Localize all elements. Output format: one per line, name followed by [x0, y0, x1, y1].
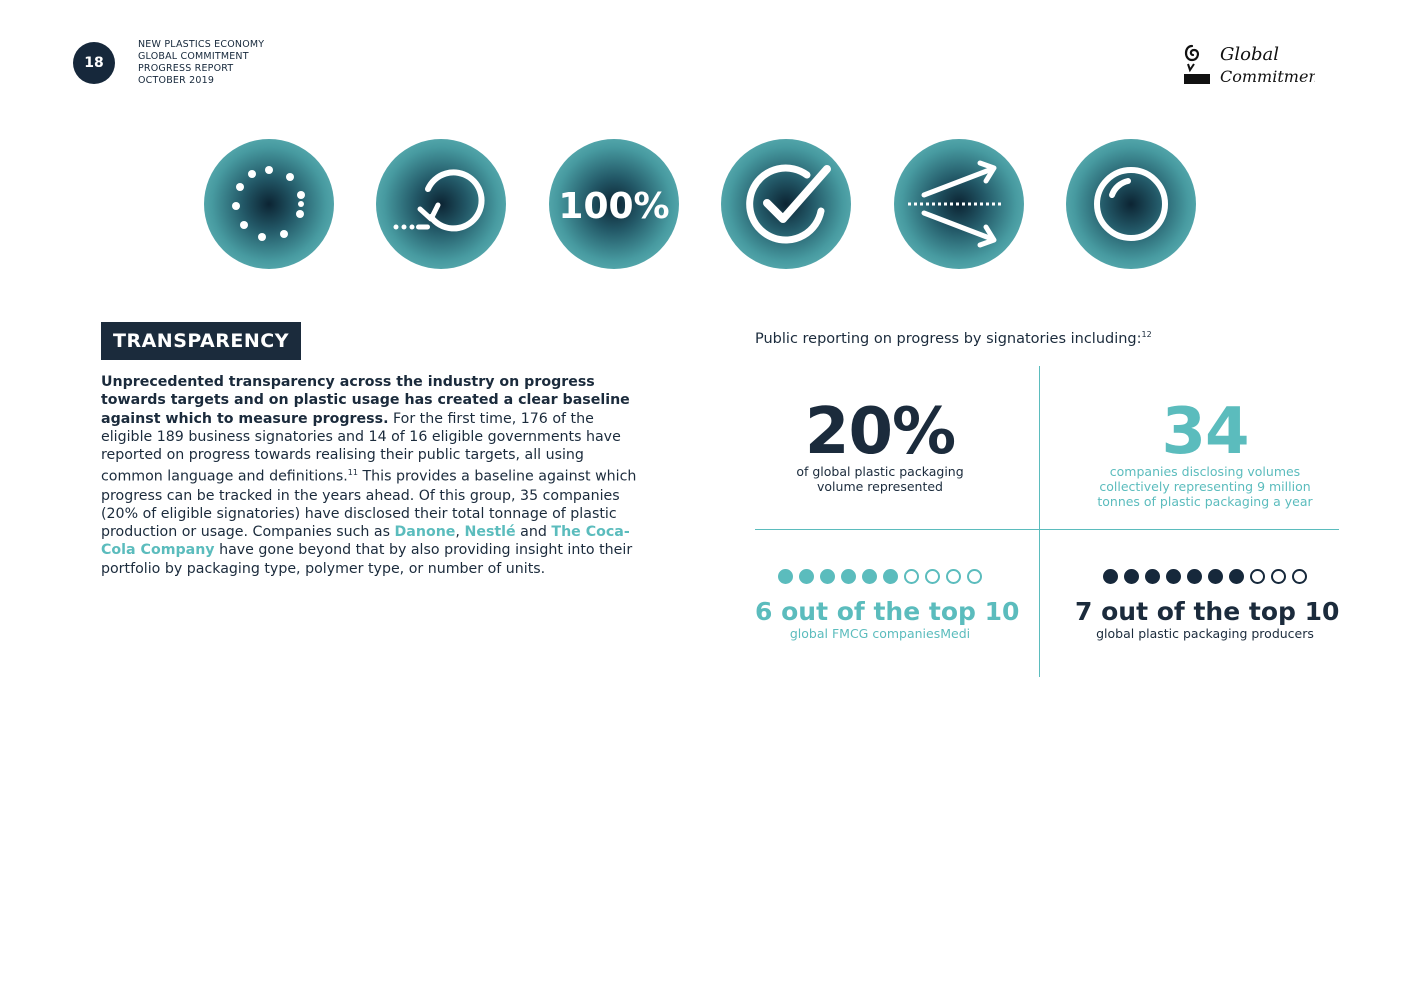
stat-value: 20%: [804, 395, 956, 469]
dot-rating: [755, 569, 1005, 584]
meta-line: OCTOBER 2019: [138, 75, 215, 86]
stat-caption: tonnes of plastic packaging a year: [1097, 494, 1313, 509]
body-part-1: For the first time, 176 of the eligible 189 business signatories and 14 of 16 eligible governments have reported on progress towards realising their public targets, all using common language and definitions.: [101, 410, 621, 486]
hundred-percent-icon: [549, 139, 679, 269]
filled-dot: [799, 569, 814, 584]
page-number-badge: [73, 42, 115, 84]
filled-dot: [1208, 569, 1223, 584]
meta-line: GLOBAL COMMITMENT: [138, 51, 249, 62]
lead-sentence: Unprecedented transparency across the industry on progress towards targets and on plastic usage has created a clear baseline against which to measure progress.: [101, 374, 630, 427]
footnote-12: 12: [1141, 330, 1152, 339]
filled-dot: [1187, 569, 1202, 584]
filled-dot: [883, 569, 898, 584]
stat-producers: [1075, 569, 1340, 641]
stat-value: 7 out of the top 10: [1075, 597, 1340, 626]
logo-text-1: Global: [1220, 44, 1279, 65]
filled-dot: [841, 569, 856, 584]
empty-dot: [1271, 569, 1286, 584]
meta-line: PROGRESS REPORT: [138, 63, 234, 74]
document-meta: [138, 39, 264, 87]
stat-caption: global plastic packaging producers: [1096, 626, 1314, 641]
stat-caption: of global plastic packaging: [796, 464, 964, 479]
stats-intro-text: Public reporting on progress by signatories including:: [755, 330, 1142, 347]
stat-value: 6 out of the top 10: [755, 597, 1020, 626]
grid-divider-vertical: [1039, 366, 1040, 677]
filled-dot: [778, 569, 793, 584]
company-coca-cola: The Coca-Cola Company: [101, 524, 630, 559]
stat-caption: global FMCG companiesMedi: [789, 626, 971, 641]
global-commitment-logo: [1180, 38, 1315, 90]
logo-mark-icon: [1180, 38, 1315, 90]
filled-dot: [1103, 569, 1118, 584]
body-paragraph: [101, 373, 646, 578]
stat-20-percent: [760, 395, 1000, 494]
hundred-percent-label: 100%: [558, 186, 670, 227]
stat-fmcg: [755, 569, 1020, 641]
logo-text-2: Commitment: [1220, 67, 1315, 86]
dotted-circle-icon: [204, 139, 334, 269]
filled-dot: [862, 569, 877, 584]
checkmark-icon: [721, 139, 851, 269]
stat-caption: volume represented: [817, 479, 943, 494]
footnote-11: 11: [347, 468, 358, 478]
separator: ,: [455, 524, 465, 541]
empty-dot: [904, 569, 919, 584]
stat-value: 34: [1161, 395, 1249, 469]
filled-dot: [1145, 569, 1160, 584]
stats-intro: [755, 330, 1152, 347]
company-danone: Danone: [394, 524, 456, 541]
empty-dot: [1250, 569, 1265, 584]
stat-caption: companies disclosing volumes: [1109, 464, 1301, 479]
separator: and: [515, 524, 552, 541]
loop-arrow-icon: [376, 139, 506, 269]
grid-divider-horizontal: [755, 529, 1339, 530]
icon-row: [204, 139, 1204, 271]
filled-dot: [820, 569, 835, 584]
filled-dot: [1229, 569, 1244, 584]
filled-dot: [1166, 569, 1181, 584]
meta-line: NEW PLASTICS ECONOMY: [138, 39, 265, 50]
section-tag: TRANSPARENCY: [101, 322, 301, 360]
lens-circle-icon: [1066, 139, 1196, 269]
empty-dot: [1292, 569, 1307, 584]
filled-dot: [1124, 569, 1139, 584]
page-number: 18: [84, 55, 104, 71]
body-part-2: This provides a baseline against which progress can be tracked in the years ahead. Of this group, 35 companies (20% of eligible signatories) have disclosed their total tonnage of plastic production or usage. Companies such as: [101, 469, 637, 541]
empty-dot: [967, 569, 982, 584]
stat-caption: collectively representing 9 million: [1099, 479, 1311, 494]
body-part-3: have gone beyond that by also providing insight into their portfolio by packaging type, polymer type, or number of units.: [101, 542, 633, 577]
company-nestle: Nestlé: [464, 524, 516, 541]
dot-rating: [1075, 569, 1335, 584]
empty-dot: [946, 569, 961, 584]
empty-dot: [925, 569, 940, 584]
stat-34-companies: [1075, 395, 1335, 509]
diverging-arrows-icon: [894, 139, 1024, 269]
